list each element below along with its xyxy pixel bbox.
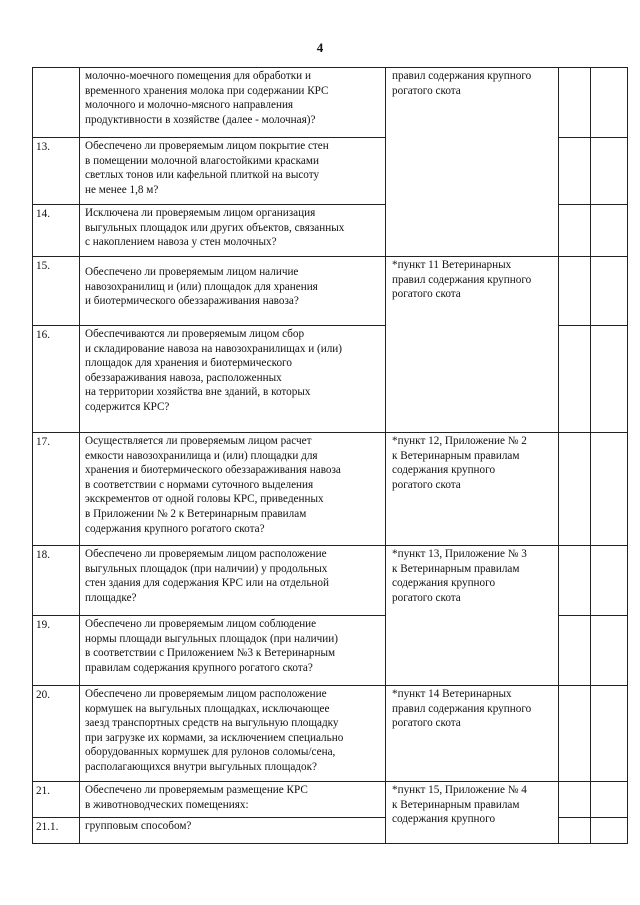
reference-line: содержания крупного — [392, 464, 496, 477]
question-line: заезд транспортных средств на выгульную площадку — [85, 717, 339, 730]
question-cell — [80, 433, 386, 546]
table-row — [33, 616, 628, 686]
question-line: молочного и молочно-мясного направления — [85, 99, 294, 112]
question-line: кормушек на выгульных площадках, исключающее — [85, 702, 330, 715]
question-line: навозохранилищ и (или) площадок для хранения — [85, 280, 318, 293]
question-line: в Приложении № 2 к Ветеринарным правилам — [85, 507, 307, 520]
question-cell — [80, 818, 386, 844]
answer-cell — [559, 433, 591, 546]
note-cell — [591, 818, 628, 844]
reference-line: *пункт 12, Приложение № 2 — [392, 435, 527, 447]
question-line: не менее 1,8 м? — [85, 183, 159, 196]
question-line: Осуществляется ли проверяемым лицом расчет — [85, 435, 312, 447]
reference-cell — [386, 546, 559, 616]
question-line: емкости навозохранилища и (или) площадки для — [85, 449, 318, 462]
row-number — [33, 68, 80, 138]
reference-line: правил содержания крупного — [392, 70, 532, 82]
answer-cell — [559, 686, 591, 782]
row-number: 14. — [33, 205, 80, 257]
table-row — [33, 782, 628, 818]
row-number: 15. — [33, 257, 80, 326]
question-line: молочно-моечного помещения для обработки и — [85, 70, 311, 82]
question-line: экскрементов от одной головы КРС, приведенных — [85, 493, 324, 506]
question-line: Обеспечено ли проверяемым лицом расположение — [85, 548, 327, 560]
note-cell — [591, 138, 628, 205]
question-cell — [80, 257, 386, 326]
question-line: Исключена ли проверяемым лицом организация — [85, 207, 316, 219]
reference-cell — [386, 326, 559, 433]
note-cell — [591, 257, 628, 326]
question-line: выгульных площадок (при наличии) у продольных — [85, 562, 328, 575]
answer-cell — [559, 818, 591, 844]
table-row — [33, 205, 628, 257]
reference-line: *пункт 14 Ветеринарных — [392, 688, 512, 700]
question-line: содержания крупного рогатого скота? — [85, 522, 265, 535]
reference-line: рогатого скота — [392, 288, 461, 301]
question-line: Обеспечено ли проверяемым лицом расположение — [85, 688, 327, 700]
reference-line: *пункт 11 Ветеринарных — [392, 259, 512, 271]
table-row — [33, 326, 628, 433]
table-row — [33, 257, 628, 326]
note-cell — [591, 205, 628, 257]
answer-cell — [559, 205, 591, 257]
question-line: продуктивности в хозяйстве (далее - молочная)? — [85, 113, 316, 126]
question-line: с накоплением навоза у стен молочных? — [85, 236, 277, 249]
question-line: светлых тонов или кафельной плиткой на высоту — [85, 169, 320, 182]
question-line: и складирование навоза на навозохранилищах и (или) — [85, 342, 343, 355]
reference-line: к Ветеринарным правилам — [392, 562, 520, 575]
reference-cell — [386, 68, 559, 138]
answer-cell — [559, 257, 591, 326]
question-cell — [80, 68, 386, 138]
question-line: групповым способом? — [85, 820, 192, 832]
question-line: Обеспечено ли проверяемым лицом соблюдение — [85, 618, 317, 630]
question-line: оборудованных кормушек для рулонов соломы/сена, — [85, 746, 336, 759]
question-cell — [80, 326, 386, 433]
row-number: 21. — [33, 782, 80, 818]
question-line: нормы площади выгульных площадок (при наличии) — [85, 632, 338, 645]
table-row — [33, 686, 628, 782]
reference-cell — [386, 433, 559, 546]
question-line: располагающихся внутри выгульных площадок? — [85, 760, 317, 773]
question-line: содержится КРС? — [85, 400, 170, 413]
reference-cell — [386, 686, 559, 782]
question-line: и биотермического обеззараживания навоза? — [85, 295, 299, 308]
reference-cell — [386, 205, 559, 257]
row-number: 19. — [33, 616, 80, 686]
question-line: площадке? — [85, 591, 137, 604]
answer-cell — [559, 616, 591, 686]
reference-line: правил содержания крупного — [392, 273, 532, 286]
question-cell — [80, 782, 386, 818]
question-line: на территории хозяйства вне зданий, в которых — [85, 386, 311, 399]
question-line: правилам содержания крупного рогатого скота? — [85, 661, 313, 674]
checklist-table — [32, 67, 628, 844]
question-line: Обеспечено ли проверяемым лицом наличие — [85, 266, 299, 278]
reference-cell — [386, 782, 559, 844]
question-cell — [80, 616, 386, 686]
question-line: в животноводческих помещениях: — [85, 798, 249, 811]
question-line: в соответствии с Приложением №3 к Ветеринарным — [85, 647, 336, 660]
note-cell — [591, 326, 628, 433]
question-cell — [80, 546, 386, 616]
question-line: выгульных площадок или других объектов, связанных — [85, 221, 345, 234]
reference-line: правил содержания крупного — [392, 702, 532, 715]
question-cell — [80, 138, 386, 205]
reference-line: содержания крупного — [392, 577, 496, 590]
note-cell — [591, 686, 628, 782]
question-line: в помещении молочной влагостойкими красками — [85, 154, 319, 167]
row-number: 17. — [33, 433, 80, 546]
row-number: 21.1. — [33, 818, 80, 844]
reference-line: *пункт 15, Приложение № 4 — [392, 784, 527, 796]
row-number: 13. — [33, 138, 80, 205]
reference-line: рогатого скота — [392, 591, 461, 604]
question-line: обеззараживания навоза, расположенных — [85, 371, 282, 384]
question-line: Обеспечиваются ли проверяемым лицом сбор — [85, 328, 305, 340]
note-cell — [591, 433, 628, 546]
reference-line: содержания крупного — [392, 813, 496, 826]
question-line: при загрузке их кормами, за исключением специально — [85, 731, 344, 744]
reference-line: рогатого скота — [392, 717, 461, 730]
note-cell — [591, 616, 628, 686]
question-line: временного хранения молока при содержании КРС — [85, 84, 329, 97]
reference-line: *пункт 13, Приложение № 3 — [392, 548, 527, 560]
reference-cell — [386, 616, 559, 686]
answer-cell — [559, 68, 591, 138]
row-number: 16. — [33, 326, 80, 433]
question-cell — [80, 686, 386, 782]
answer-cell — [559, 326, 591, 433]
note-cell — [591, 782, 628, 818]
reference-line: рогатого скота — [392, 84, 461, 97]
reference-line: к Ветеринарным правилам — [392, 798, 520, 811]
reference-cell — [386, 257, 559, 326]
reference-line: рогатого скота — [392, 478, 461, 491]
note-cell — [591, 68, 628, 138]
question-line: Обеспечено ли проверяемым размещение КРС — [85, 784, 308, 796]
table-row — [33, 546, 628, 616]
question-line: Обеспечено ли проверяемым лицом покрытие стен — [85, 140, 329, 152]
answer-cell — [559, 546, 591, 616]
note-cell — [591, 546, 628, 616]
row-number: 20. — [33, 686, 80, 782]
table-row — [33, 138, 628, 205]
table-row — [33, 433, 628, 546]
question-line: в соответствии с нормами суточного выделения — [85, 478, 314, 491]
table-row — [33, 68, 628, 138]
question-line: хранения и биотермического обеззараживания навоза — [85, 464, 341, 477]
question-line: стен здания для содержания КРС или на отдельной — [85, 577, 329, 590]
reference-line: к Ветеринарным правилам — [392, 449, 520, 462]
row-number: 18. — [33, 546, 80, 616]
answer-cell — [559, 138, 591, 205]
question-cell — [80, 205, 386, 257]
answer-cell — [559, 782, 591, 818]
question-line: площадок для хранения и биотермического — [85, 357, 292, 370]
page-number: 4 — [316, 40, 324, 55]
reference-cell — [386, 138, 559, 205]
